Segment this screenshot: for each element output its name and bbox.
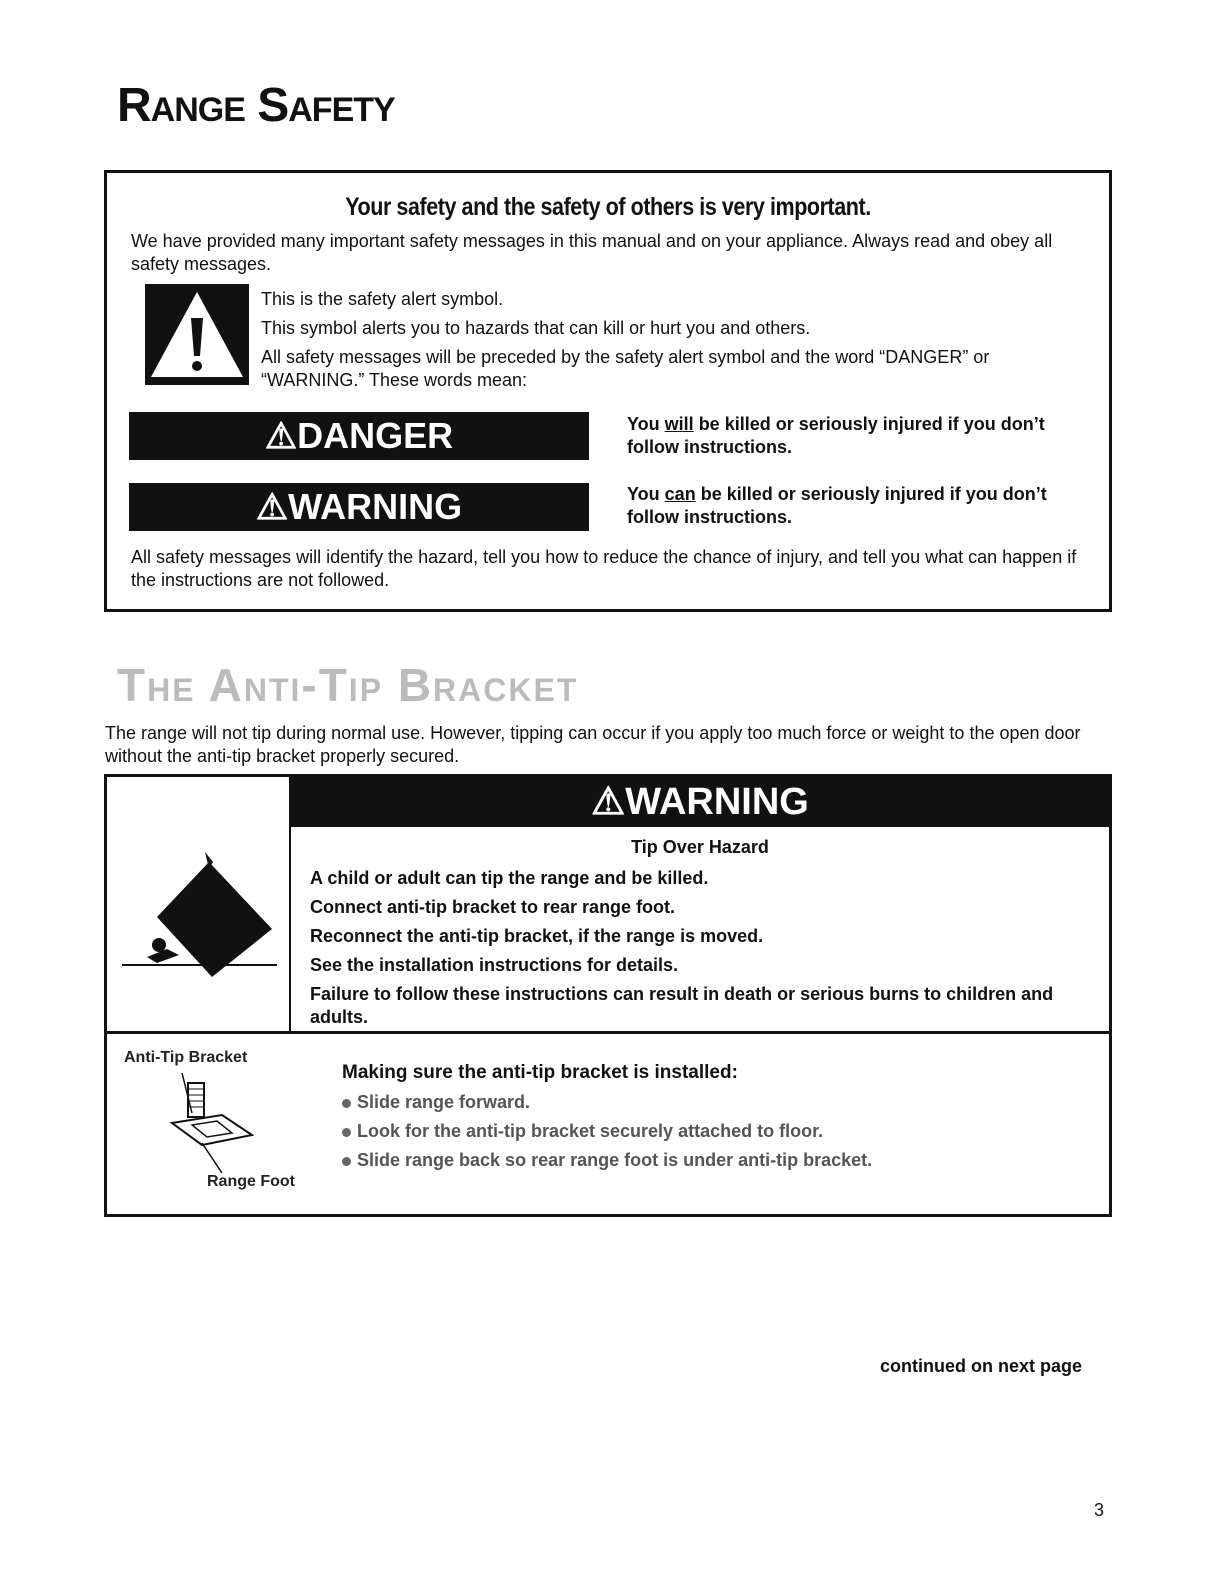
danger-desc-pre: You [627, 414, 665, 434]
tip-over-illustration [117, 837, 277, 977]
tip-warning-banner [291, 777, 1109, 827]
hazard-line: Connect anti-tip bracket to rear range foot. [310, 897, 676, 917]
safety-heading: Your safety and the safety of others is very important. [345, 193, 871, 221]
hazard-line: Failure to follow these instructions can result in death or serious burns to children and adults. [310, 984, 1054, 1027]
danger-label: DANGER [297, 415, 454, 456]
alert-line: This is the safety alert symbol. [261, 289, 504, 309]
hazard-line: See the installation instructions for details. [310, 955, 679, 975]
hazard-line: A child or adult can tip the range and be killed. [310, 868, 709, 888]
warning-desc-pre: You [627, 484, 665, 504]
list-item [342, 1091, 1082, 1114]
bullet-icon [342, 1128, 351, 1137]
steps-list [342, 1091, 1082, 1178]
safety-message-box [104, 170, 1112, 612]
warning-desc-word: can [664, 484, 696, 504]
step-text: Slide range forward. [357, 1092, 531, 1112]
steps-heading: Making sure the anti-tip bracket is installed: [342, 1062, 738, 1083]
step-text: Look for the anti-tip bracket securely attached to floor. [357, 1121, 824, 1141]
step-text: Slide range back so rear range foot is under anti-tip bracket. [357, 1150, 873, 1170]
alert-line: All safety messages will be preceded by the safety alert symbol and the word “DANGER” or “WARNING.” These words mean: [261, 347, 990, 390]
danger-desc-word: will [664, 414, 694, 434]
hazard-title: Tip Over Hazard [631, 837, 769, 857]
bracket-label: Anti-Tip Bracket [124, 1049, 248, 1066]
section-title: The Anti-Tip Bracket [117, 659, 579, 711]
warning-desc-post: be killed or seriously injured if you don’t follow instructions. [627, 484, 1047, 527]
warning-description [627, 483, 1067, 529]
warning-triangle-icon: ⚠ [264, 415, 298, 456]
tip-warning-label: WARNING [625, 781, 809, 823]
safety-intro: We have provided many important safety messages in this manual and on your appliance. Always read and obey all safety messages. [131, 231, 1053, 274]
alert-explanation [261, 288, 1081, 398]
continued-note: continued on next page [880, 1356, 1083, 1376]
warning-triangle-icon: ⚠ [591, 781, 626, 823]
tip-warning-box [104, 774, 1112, 1217]
warning-banner [129, 483, 589, 531]
bullet-icon [342, 1157, 351, 1166]
bracket-illustration [162, 1073, 272, 1173]
danger-banner [129, 412, 589, 460]
safety-alert-icon [145, 284, 249, 385]
page-title: Range Safety [117, 79, 395, 132]
danger-description [627, 413, 1067, 459]
foot-label: Range Foot [207, 1173, 295, 1190]
page-number: 3 [1094, 1500, 1105, 1520]
warning-label: WARNING [288, 486, 463, 527]
list-item [342, 1120, 1082, 1143]
hazard-instructions [310, 867, 1100, 1035]
safety-outro: All safety messages will identify the hazard, tell you how to reduce the chance of injury, and tell you what can happen if the instructions are not followed. [131, 547, 1077, 590]
section-text: The range will not tip during normal use. However, tipping can occur if you apply too much force or weight to the open door without the anti-tip bracket properly secured. [105, 723, 1081, 766]
bullet-icon [342, 1099, 351, 1108]
danger-desc-post: be killed or seriously injured if you don’t follow instructions. [627, 414, 1045, 457]
alert-line: This symbol alerts you to hazards that can kill or hurt you and others. [261, 318, 811, 338]
list-item [342, 1149, 1082, 1172]
warning-triangle-icon: ⚠ [255, 486, 289, 527]
hazard-line: Reconnect the anti-tip bracket, if the range is moved. [310, 926, 764, 946]
